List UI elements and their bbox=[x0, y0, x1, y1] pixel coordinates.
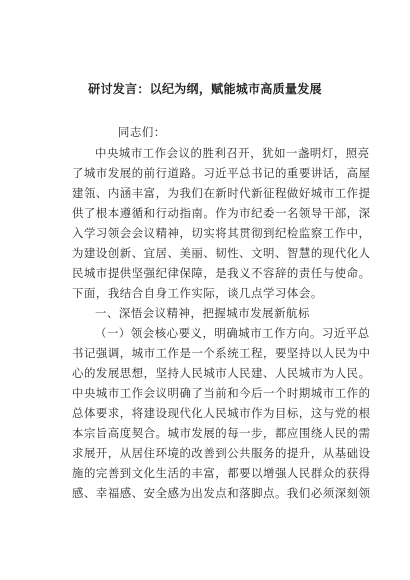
body-line: 民城市提供坚强纪律保障，是我义不容辞的责任与使命。 bbox=[72, 266, 371, 280]
body-line: 感、幸福感、安全感为出发点和落脚点。我们必须深刻领 bbox=[72, 486, 371, 500]
body-line: 供了根本遵循和行动指南。作为市纪委一名领导干部，深 bbox=[72, 206, 371, 220]
body-line: 中央城市工作会议的胜利召开，犹如一盏明灯，照亮 bbox=[95, 146, 370, 160]
body-line: 入学习领会会议精神，切实将其贯彻到纪检监察工作中， bbox=[72, 226, 371, 240]
body-line: 中央城市工作会议明确了当前和今后一个时期城市工作的 bbox=[72, 386, 371, 400]
body-line: 为建设创新、宜居、美丽、韧性、文明、智慧的现代化人 bbox=[72, 246, 371, 260]
greeting: 同志们： bbox=[118, 125, 166, 139]
body-line: （一）领会核心要义，明确城市工作方向。习近平总 bbox=[95, 326, 370, 340]
body-line: 建瓴、内涵丰富，为我们在新时代新征程做好城市工作提 bbox=[72, 186, 371, 200]
body-line: 施的完善到文化生活的丰富，都要以增强人民群众的获得 bbox=[72, 466, 371, 480]
body-line: 总体要求，将建设现代化人民城市作为目标，这与党的根 bbox=[72, 406, 371, 420]
body-line: 下面，我结合自身工作实际，谈几点学习体会。 bbox=[72, 286, 323, 300]
section-heading: 一、深悟会议精神，把握城市发展新航标 bbox=[95, 306, 310, 320]
body-line: 求展开，从居住环境的改善到公共服务的提升，从基础设 bbox=[72, 446, 371, 460]
document-title: 研讨发言：以纪为纲，赋能城市高质量发展 bbox=[88, 82, 322, 96]
body-line: 书记强调，城市工作是一个系统工程，要坚持以人民为中 bbox=[72, 346, 371, 360]
body-line: 本宗旨高度契合。城市发展的每一步，都应围绕人民的需 bbox=[72, 426, 371, 440]
body-line: 了城市发展的前行道路。习近平总书记的重要讲话，高屋 bbox=[72, 166, 371, 180]
body-line: 心的发展思想，坚持人民城市人民建、人民城市为人民。 bbox=[72, 366, 371, 380]
